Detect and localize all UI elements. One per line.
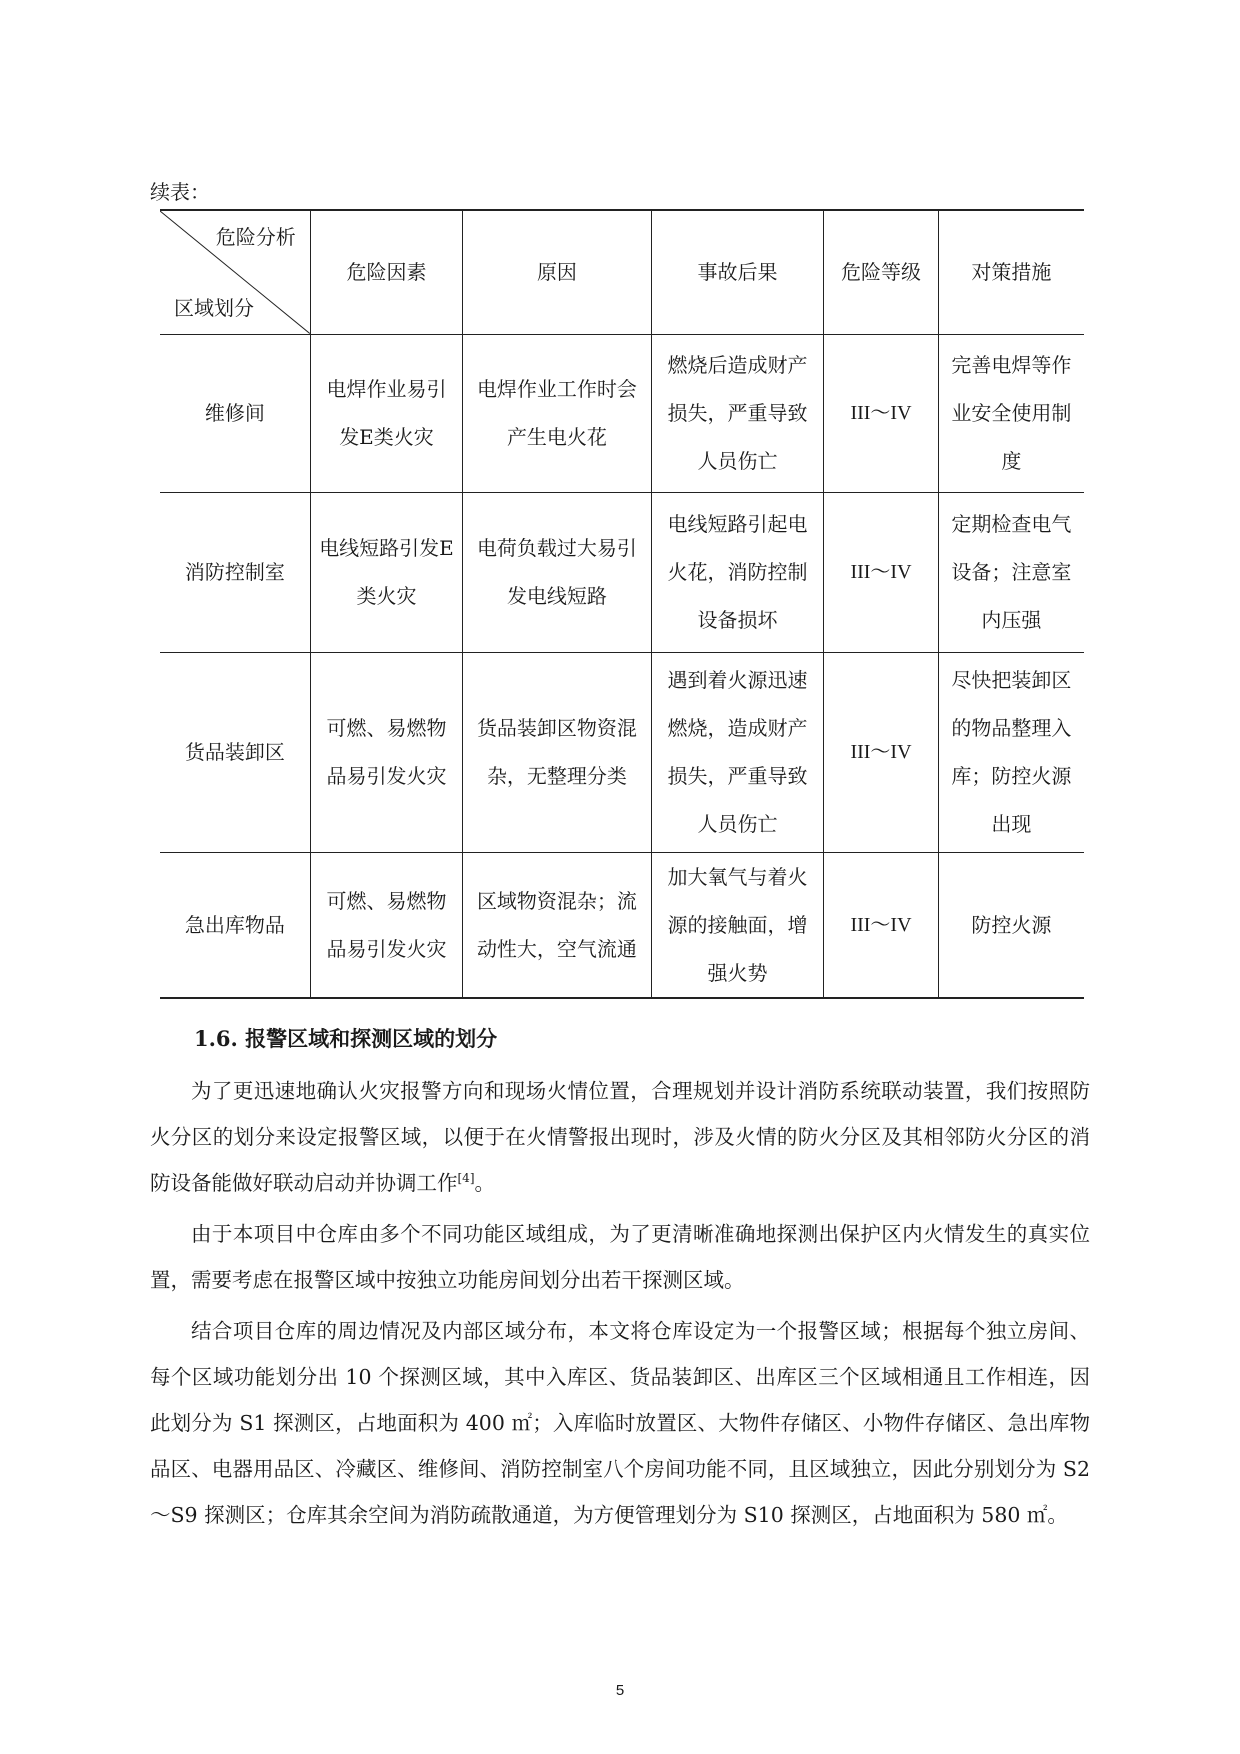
table-row <box>160 852 1084 998</box>
citation-ref: [4] <box>457 1171 475 1186</box>
corner-label-top: 危险分析 <box>215 225 296 249</box>
measure-cell: 尽快把装卸区的物品整理入库；防控火源出现 <box>938 652 1084 852</box>
measure-cell: 完善电焊等作业安全使用制度 <box>938 334 1084 492</box>
factor-cell: 电线短路引发E类火灾 <box>310 492 463 652</box>
area-cell: 急出库物品 <box>160 852 310 998</box>
diagonal-corner-cell <box>160 210 310 334</box>
section-heading: 1.6. 报警区域和探测区域的划分 <box>194 1026 498 1051</box>
level-cell: III～IV <box>824 852 938 998</box>
consequence-cell: 燃烧后造成财产损失，严重导致人员伤亡 <box>651 334 824 492</box>
measure-cell: 防控火源 <box>938 852 1084 998</box>
header-measure: 对策措施 <box>938 210 1084 334</box>
continued-table-label: 续表： <box>150 180 210 204</box>
level-cell: III～IV <box>824 652 938 852</box>
cause-cell: 电焊作业工作时会产生电火花 <box>463 334 651 492</box>
table-row <box>160 334 1084 492</box>
consequence-cell: 遇到着火源迅速燃烧，造成财产损失，严重导致人员伤亡 <box>651 652 824 852</box>
corner-label-bottom: 区域划分 <box>174 295 254 320</box>
measure-cell: 定期检查电气设备；注意室内压强 <box>938 492 1084 652</box>
factor-cell: 可燃、易燃物品易引发火灾 <box>310 652 463 852</box>
header-consequence: 事故后果 <box>651 210 824 334</box>
area-cell: 消防控制室 <box>160 492 310 652</box>
body-paragraph: 结合项目仓库的周边情况及内部区域分布，本文将仓库设定为一个报警区域；根据每个独立房间、每个区域功能划分出 10 个探测区域，其中入库区、货品装卸区、出库区三个区域相通且工作相连，因此划分为 S1 探测区，占地面积为 400 ㎡；入库临时放置区、大物件存储区、小物件存储区、急出库物品区、电器用品区、冷藏区、维修间、消防控制室八个房间功能不同，且区域独立，因此分别划分为 S2～S9 探测区；仓库其余空间为消防疏散通道，为方便管理划分为 S10 探测区，占地面积为 580 ㎡。 <box>150 1319 1090 1527</box>
area-cell: 货品装卸区 <box>160 652 310 852</box>
risk-analysis-table <box>160 209 1084 999</box>
page-number: 5 <box>615 1682 625 1699</box>
table-row <box>160 652 1084 852</box>
body-paragraph <box>150 1068 1090 1206</box>
consequence-cell: 加大氧气与着火源的接触面，增强火势 <box>651 852 824 998</box>
paragraph-end: 。 <box>474 1171 495 1195</box>
level-cell: III～IV <box>824 492 938 652</box>
consequence-cell: 电线短路引起电火花，消防控制设备损坏 <box>651 492 824 652</box>
table-header-row <box>160 210 1084 334</box>
factor-cell: 可燃、易燃物品易引发火灾 <box>310 852 463 998</box>
table-row <box>160 492 1084 652</box>
factor-cell: 电焊作业易引发E类火灾 <box>310 334 463 492</box>
cause-cell: 电荷负载过大易引发电线短路 <box>463 492 651 652</box>
level-cell: III～IV <box>824 334 938 492</box>
header-cause: 原因 <box>463 210 651 334</box>
cause-cell: 货品装卸区物资混杂，无整理分类 <box>463 652 651 852</box>
header-level: 危险等级 <box>824 210 938 334</box>
area-cell: 维修间 <box>160 334 310 492</box>
header-factor: 危险因素 <box>310 210 463 334</box>
body-paragraph: 由于本项目中仓库由多个不同功能区域组成，为了更清晰准确地探测出保护区内火情发生的真实位置，需要考虑在报警区域中按独立功能房间划分出若干探测区域。 <box>150 1222 1090 1292</box>
paragraph-text: 为了更迅速地确认火灾报警方向和现场火情位置，合理规划并设计消防系统联动装置，我们按照防火分区的划分来设定报警区域，以便于在火情警报出现时，涉及火情的防火分区及其相邻防火分区的消防设备能做好联动启动并协调工作 <box>150 1079 1090 1195</box>
cause-cell: 区域物资混杂；流动性大，空气流通 <box>463 852 651 998</box>
